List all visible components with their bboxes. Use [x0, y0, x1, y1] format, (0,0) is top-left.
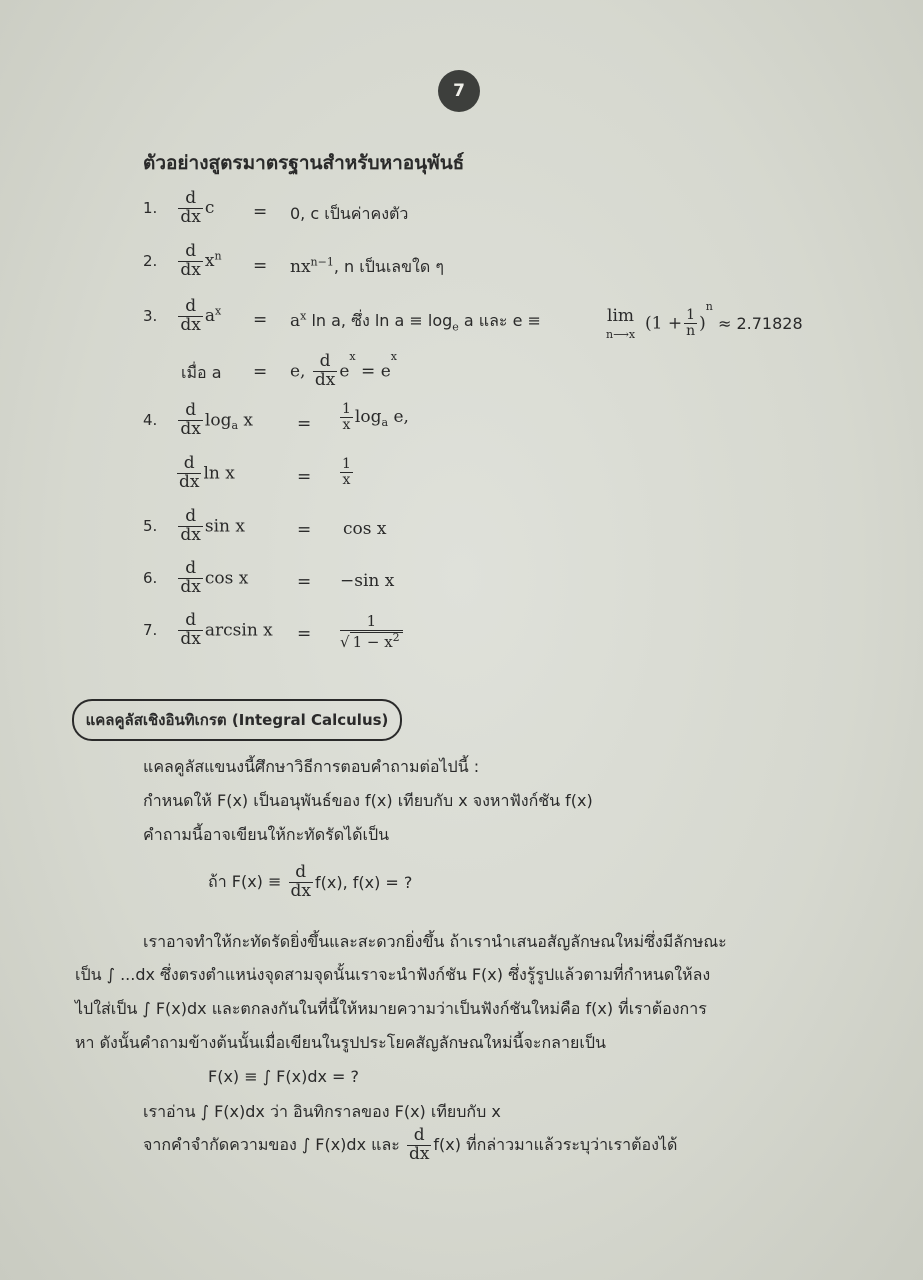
- equals-sign: =: [297, 520, 312, 540]
- formula-3b-rhs: e, $\frac{d}{dx}$ $e^x = e^x$: [290, 350, 397, 390]
- formula-6-rhs: −sin x: [340, 571, 395, 591]
- formula-3-rhs: $a^x$ ln a, ซึ่ง $\ln a \equiv \log_e a$ และ e ≡: [290, 309, 541, 334]
- paragraph-line: เราอาจทำให้กะทัดรัดยิ่งขึ้นและสะดวกยิ่งขึ้น ถ้าเรานำเสนอสัญลักษณใหม่ซึ่งมีลักษณะ: [143, 932, 727, 951]
- formula-2-rhs: $nx^{n-1}$, n เป็นเลขใด ๆ: [290, 255, 444, 277]
- formula-number: 7.: [143, 620, 158, 639]
- limit: lim n⟶x: [606, 306, 636, 341]
- formula-1-rhs: 0, c เป็นค่าคงตัว: [290, 204, 409, 223]
- formula-number: 4.: [143, 410, 158, 429]
- equals-sign: =: [253, 202, 268, 222]
- formula-6: 6. $\frac{d}{dx}$ cos x: [143, 558, 249, 597]
- formula-number: 3.: [143, 306, 158, 325]
- intro-line: แคลคูลัสแขนงนี้ศึกษาวิธีการตอบคำถามต่อไปนี้ :: [143, 757, 480, 776]
- formula-number: 2.: [143, 251, 158, 270]
- intro-line: กำหนดให้ F(x) เป็นอนุพันธ์ของ f(x) เทียบกับ x จงหาฟังก์ชัน f(x): [143, 791, 593, 810]
- when-label: เมื่อ a: [181, 363, 222, 382]
- formula-5: 5. $\frac{d}{dx}$ sin x: [143, 506, 245, 545]
- last-line: จากคำจำกัดความของ ∫ F(x)dx และ $\frac{d}{dx}$ f(x) ที่กล่าวมาแล้วระบุว่าเราต้องได้: [143, 1125, 678, 1164]
- read-line: เราอ่าน ∫ F(x)dx ว่า อินทิกราลของ F(x) เทียบกับ x: [143, 1102, 501, 1121]
- formula-7: 7. $\frac{d}{dx}$ arcsin x: [143, 610, 273, 649]
- formula-4-rhs: $\frac{1}{x}$ $\log_a e$,: [342, 401, 409, 433]
- section-heading: ตัวอย่างสูตรมาตรฐานสำหรับหาอนุพันธ์: [143, 152, 465, 174]
- formula-4b: $\frac{d}{dx}$ ln x: [179, 453, 235, 492]
- formula-2: 2. $\frac{d}{dx}$ $x^n$: [143, 241, 222, 280]
- paragraph-line: ไปใส่เป็น ∫ F(x)dx และตกลงกันในที่นี้ให้หมายความว่าเป็นฟังก์ชันใหม่คือ f(x) ที่เราต้องการ: [75, 999, 707, 1018]
- equals-sign: =: [253, 362, 268, 382]
- equals-sign: =: [297, 414, 312, 434]
- formula-1: 1. $\frac{d}{dx}$ c: [143, 188, 215, 227]
- formula-5-rhs: cos x: [343, 519, 387, 539]
- formula-4b-rhs: $\frac{1}{x}$: [342, 456, 351, 488]
- equals-sign: =: [297, 467, 312, 487]
- equals-sign: =: [297, 624, 312, 644]
- question-equation: ถ้า F(x) ≡ $\frac{d}{dx}$ f(x), f(x) = ?: [208, 862, 413, 901]
- page-number: 7: [438, 70, 480, 112]
- formula-7-rhs: $\frac{1}{√ 1 - x^2}$: [340, 612, 403, 651]
- paragraph-line: เป็น ∫ ...dx ซึ่งตรงตำแหน่งจุดสามจุดนั้นเราจะนำฟังก์ชัน F(x) ซึ่งรู้รูปแล้วตามที่กำหนดให้ลง: [75, 965, 711, 984]
- section-title-pill: แคลคูลัสเชิงอินทิเกรต (Integral Calculus): [72, 699, 402, 741]
- formula-4: 4. $\frac{d}{dx}$ $\log_a x$: [143, 400, 254, 439]
- formula-number: 1.: [143, 198, 158, 217]
- limit-expression: (1 + $\frac{1}{n}$ )$^n$ ≈ 2.71828: [645, 300, 803, 339]
- formula-number: 6.: [143, 568, 158, 587]
- paragraph-line: หา ดังนั้นคำถามข้างต้นนั้นเมื่อเขียนในรูปประโยคสัญลักษณใหม่นี้จะกลายเป็น: [75, 1033, 606, 1052]
- formula-number: 5.: [143, 516, 158, 535]
- intro-line: คำถามนี้อาจเขียนให้กะทัดรัดได้เป็น: [143, 825, 390, 844]
- equals-sign: =: [297, 572, 312, 592]
- equals-sign: =: [253, 310, 268, 330]
- equals-sign: =: [253, 256, 268, 276]
- formula-3: 3. $\frac{d}{dx}$ $a^x$: [143, 296, 222, 335]
- final-equation: F(x) ≡ ∫ F(x)dx = ?: [208, 1067, 360, 1086]
